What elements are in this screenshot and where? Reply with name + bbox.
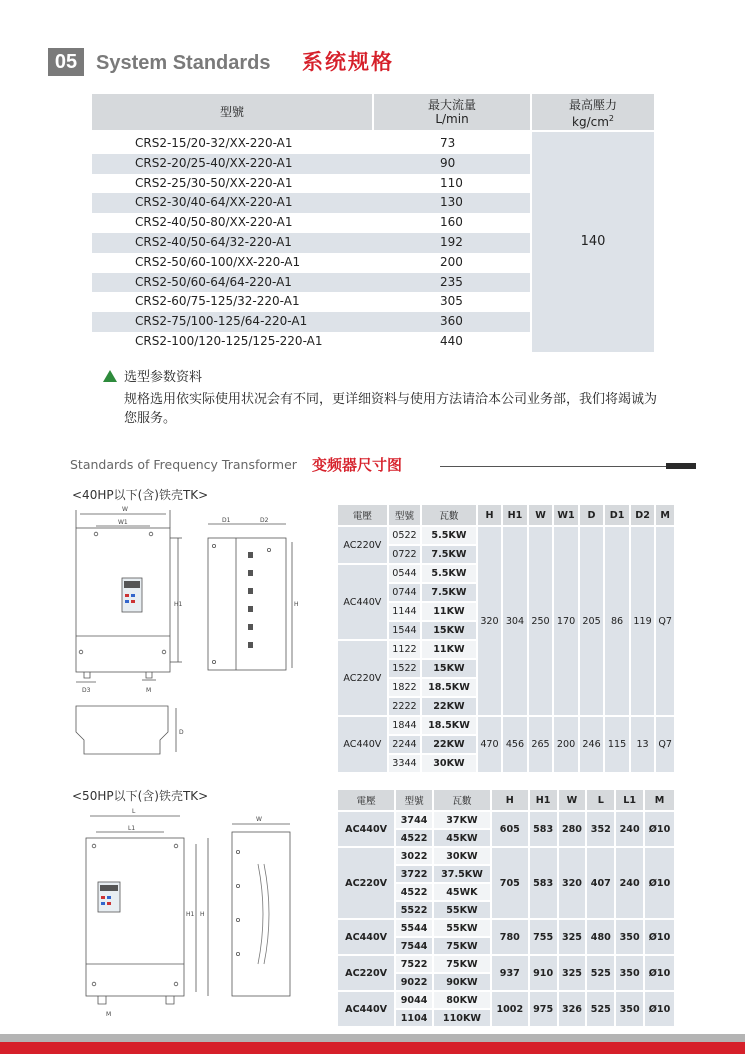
dimension-cell: 456 [503,717,527,772]
flow-cell: 160 [440,215,463,230]
dimension-cell: 320 [559,848,586,918]
dimension-cell: 240 [616,812,643,846]
model-cell: CRS2-50/60-100/XX-220-A1 [135,254,301,269]
model-cell: CRS2-75/100-125/64-220-A1 [135,314,308,329]
model-cell: 1522 [389,660,420,677]
flow-cell: 110 [440,175,463,190]
dimension-cell: 937 [492,956,528,990]
voltage-cell: AC440V [338,717,387,772]
model-cell: 9022 [396,974,432,990]
dimension-cell: 350 [616,920,643,954]
model-cell: 1122 [389,641,420,658]
dimension-cell: 250 [529,527,553,715]
main-table-header-flow: 最大流量 L/min [374,94,530,130]
dim-label-h1: H1 [174,601,183,608]
dimension-cell: 265 [529,717,553,772]
dim-label-w: W [122,506,128,513]
dim-label-h1: H1 [186,911,195,918]
triangle-icon [103,370,117,382]
voltage-cell: AC440V [338,992,394,1026]
section-title: System Standards [96,52,271,74]
voltage-cell: AC220V [338,848,394,918]
dimension-cell: 280 [559,812,586,846]
header-cell: D [580,505,604,525]
header-cell: M [645,790,674,810]
model-cell: CRS2-30/40-64/XX-220-A1 [135,195,293,210]
table-row [338,848,674,864]
dimension-cell: 755 [530,920,557,954]
dimension-cell: 705 [492,848,528,918]
front-panel [86,838,184,996]
spec-table-40hp [336,503,676,774]
section-number: 05 [48,48,84,76]
dimension-cell: 170 [554,527,578,715]
header-cell: H [492,790,528,810]
dim-label-l1: L1 [128,825,136,832]
dimension-cell: 246 [580,717,604,772]
dimension-cell: 350 [616,992,643,1026]
model-cell: 5544 [396,920,432,936]
dimension-cell: 325 [559,956,586,990]
header-cell: 型號 [396,790,432,810]
model-cell: 7544 [396,938,432,954]
model-cell: CRS2-40/50-80/XX-220-A1 [135,215,293,230]
power-cell: 15KW [422,622,476,639]
header-cell: 電壓 [338,790,394,810]
model-cell: 1544 [389,622,420,639]
main-table-header-model: 型號 [92,94,372,130]
header-cell: L [587,790,614,810]
flow-cell: 130 [440,195,463,210]
table-row [92,174,530,194]
dimension-cell: 583 [530,812,557,846]
power-cell: 18.5KW [422,717,476,734]
power-cell: 5.5KW [422,565,476,582]
header-cell: H1 [530,790,557,810]
dimension-cell: 86 [605,527,629,715]
table-row [92,193,530,213]
dimension-cell: 480 [587,920,614,954]
table-header-row [338,790,674,810]
table-row [92,273,530,293]
dim-label-m: M [146,687,152,694]
model-cell: 3744 [396,812,432,828]
header-cell: L1 [616,790,643,810]
model-cell: 3344 [389,755,420,772]
model-cell: 0522 [389,527,420,544]
dimension-cell: Ø10 [645,956,674,990]
dimension-cell: 352 [587,812,614,846]
dimension-cell: 780 [492,920,528,954]
model-cell: 0544 [389,565,420,582]
voltage-cell: AC220V [338,956,394,990]
dimension-cell: Ø10 [645,848,674,918]
dimension-cell: 240 [616,848,643,918]
dimension-cell: Ø10 [645,920,674,954]
model-cell: 3022 [396,848,432,864]
model-cell: CRS2-20/25-40/XX-220-A1 [135,155,293,170]
table-row [338,920,674,936]
model-cell: CRS2-100/120-125/125-220-A1 [135,334,323,348]
dim-label-d1: D1 [222,517,231,524]
drawing-40hp [66,502,306,772]
table-row [338,812,674,828]
flow-cell: 73 [440,136,456,150]
power-cell: 37.5KW [434,866,490,882]
dimension-cell: Q7 [656,717,674,772]
header-cell: W1 [554,505,578,525]
model-cell: 2222 [389,698,420,715]
voltage-cell: AC220V [338,527,387,563]
model-cell: CRS2-50/60-64/64-220-A1 [135,274,292,289]
note-heading: 选型参数资料 [124,370,203,385]
power-cell: 30KW [434,848,490,864]
table-row [92,134,530,154]
voltage-cell: AC440V [338,565,387,639]
dimension-cell: 13 [631,717,655,772]
power-cell: 30KW [422,755,476,772]
table-row [338,956,674,972]
model-cell: CRS2-60/75-125/32-220-A1 [135,294,300,309]
header-cell: W [559,790,586,810]
divider-line [440,466,666,467]
table-row [92,213,530,233]
power-cell: 7.5KW [422,584,476,601]
spec-table-50hp [336,788,676,1028]
header-cell: 瓦數 [422,505,476,525]
table-row [92,253,530,273]
dimension-cell: 525 [587,956,614,990]
header-cell: 電壓 [338,505,387,525]
model-cell: 3722 [396,866,432,882]
power-cell: 37KW [434,812,490,828]
dimension-cell: 119 [631,527,655,715]
dim-label-w: W [256,816,262,823]
model-cell: CRS2-25/30-50/XX-220-A1 [135,175,293,190]
header-cell: D2 [631,505,655,525]
dimension-cell: 525 [587,992,614,1026]
table-header-row [338,505,674,525]
table-row [338,992,674,1008]
power-cell: 80KW [434,992,490,1008]
power-cell: 75KW [434,956,490,972]
power-cell: 22KW [422,698,476,715]
dimension-cell: 205 [580,527,604,715]
model-cell: 0744 [389,584,420,601]
model-cell: 5522 [396,902,432,918]
table-row [338,527,674,544]
dimension-cell: 910 [530,956,557,990]
model-cell: 2244 [389,736,420,753]
dimension-cell: 115 [605,717,629,772]
dimension-cell: 1002 [492,992,528,1026]
power-cell: 45KW [434,830,490,846]
dim-label-m: M [106,1011,112,1018]
model-cell: 1144 [389,603,420,620]
pressure-value: 140 [580,234,606,249]
flow-cell: 235 [440,274,463,289]
dimension-cell: 325 [559,920,586,954]
flow-cell: 440 [440,334,463,348]
dim-label-h: H [294,601,299,608]
header-cell: 瓦數 [434,790,490,810]
footer-grey-bar [0,1034,745,1042]
power-cell: 45WK [434,884,490,900]
power-cell: 15KW [422,660,476,677]
flow-cell: 90 [440,155,456,170]
dimension-cell: 605 [492,812,528,846]
drawing-50hp [76,804,306,1029]
header-cell: D1 [605,505,629,525]
dim-label-w1: W1 [118,519,128,526]
side-panel [208,538,286,670]
power-cell: 55KW [434,920,490,936]
dimension-cell: 320 [478,527,502,715]
flow-cell: 360 [440,314,463,329]
dimension-cell: 304 [503,527,527,715]
dim-label-d3: D3 [82,687,91,694]
model-cell: 1844 [389,717,420,734]
power-cell: 11KW [422,603,476,620]
dimension-cell: 975 [530,992,557,1026]
dimension-cell: Ø10 [645,992,674,1026]
note-body: 规格选用依实际使用状况会有不同，更详细资料与使用方法请洽本公司业务部，我们将竭诚为您服务。 [124,392,658,426]
voltage-cell: AC440V [338,920,394,954]
model-cell: CRS2-40/50-64/32-220-A1 [135,235,292,249]
dimension-cell: 470 [478,717,502,772]
model-cell: 9044 [396,992,432,1008]
model-cell: 4522 [396,884,432,900]
table-row [92,332,530,352]
header-cell: H [478,505,502,525]
dimension-cell: 583 [530,848,557,918]
power-cell: 110KW [434,1010,490,1026]
model-cell: 1822 [389,679,420,696]
header-cell: 型號 [389,505,420,525]
case40-label: <40HP以下(含)铁壳TK> [72,488,209,502]
freq-title: Standards of Frequency Transformer [70,457,297,472]
voltage-cell: AC440V [338,812,394,846]
power-cell: 11KW [422,641,476,658]
dimension-cell: 407 [587,848,614,918]
power-cell: 7.5KW [422,546,476,563]
dimension-cell: 326 [559,992,586,1026]
model-cell: 4522 [396,830,432,846]
dim-label-d2: D2 [260,517,269,524]
power-cell: 75KW [434,938,490,954]
power-cell: 22KW [422,736,476,753]
case50-label: <50HP以下(含)铁壳TK> [72,789,209,803]
divider-bar [666,463,696,469]
freq-title-cn: 变频器尺寸图 [312,456,403,474]
flow-cell: 192 [440,235,463,249]
side-panel [232,832,290,996]
power-cell: 90KW [434,974,490,990]
model-cell: 7522 [396,956,432,972]
dim-label-l: L [132,808,136,815]
header-cell: W [529,505,553,525]
table-row [338,717,674,734]
dimension-cell: 200 [554,717,578,772]
table-row [92,154,530,174]
model-cell: CRS2-15/20-32/XX-220-A1 [135,136,293,150]
header-cell: H1 [503,505,527,525]
header-cell: M [656,505,674,525]
dim-label-h: H [200,911,205,918]
model-cell: 0722 [389,546,420,563]
table-row [92,312,530,332]
dimension-cell: Q7 [656,527,674,715]
main-table-header-pressure: 最高壓力 $kg/cm^2$ [532,94,654,130]
table-row [92,292,530,312]
model-cell: 1104 [396,1010,432,1026]
section-title-cn: 系统规格 [302,50,394,74]
power-cell: 55KW [434,902,490,918]
flow-cell: 200 [440,254,463,269]
power-cell: 18.5KW [422,679,476,696]
dimension-cell: Ø10 [645,812,674,846]
power-cell: 5.5KW [422,527,476,544]
bottom-view [76,706,168,754]
flow-cell: 305 [440,294,463,309]
dimension-cell: 350 [616,956,643,990]
dim-label-d: D [179,729,184,736]
footer-red-bar [0,1042,745,1054]
table-row [92,233,530,253]
voltage-cell: AC220V [338,641,387,715]
